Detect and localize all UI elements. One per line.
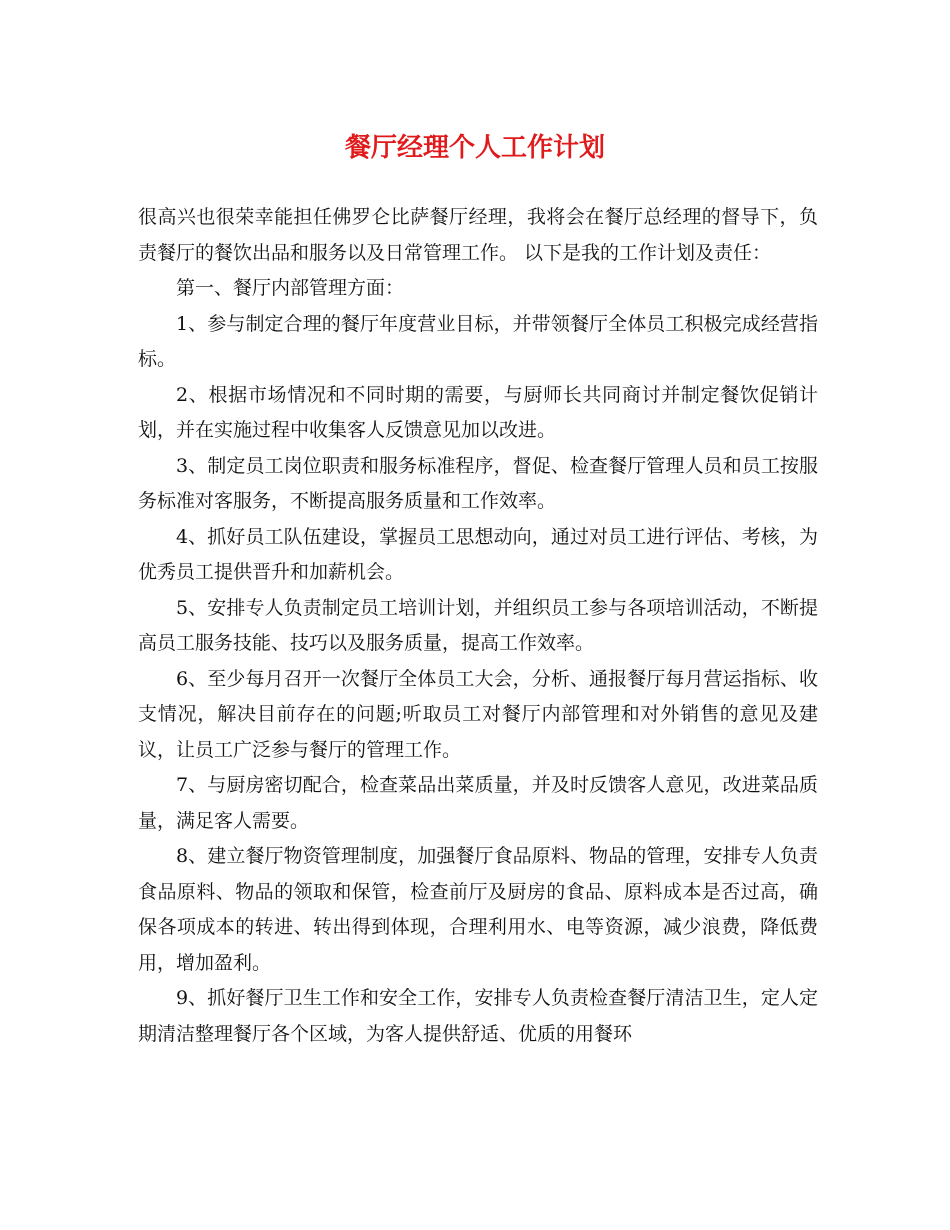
paragraph-section-heading: 第一、餐厅内部管理方面： (176, 277, 405, 299)
paragraph-item-2: 2、根据市场情况和不同时期的需要，与厨师长共同商讨并制定餐饮促销计划，并在实施过程中收集客人反馈意见加以改进。 (138, 383, 818, 441)
paragraph-item-8: 8、建立餐厅物资管理制度，加强餐厅食品原料、物品的管理，安排专人负责食品原料、物品的领取和保管，检查前厅及厨房的食品、原料成本是否过高，确保各项成本的转进、转出得到体现，合理利用水、电等资源，减少浪费，降低费用，增加盈利。 (138, 845, 818, 974)
paragraph-item-6: 6、至少每月召开一次餐厅全体员工大会，分析、通报餐厅每月营运指标、收支情况，解决目前存在的问题;听取员工对餐厅内部管理和对外销售的意见及建议，让员工广泛参与餐厅的管理工作。 (138, 667, 818, 761)
paragraph-item-4: 4、抓好员工队伍建设，掌握员工思想动向，通过对员工进行评估、考核，为优秀员工提供晋升和加薪机会。 (138, 525, 818, 583)
paragraph-item-5: 5、安排专人负责制定员工培训计划，并组织员工参与各项培训活动，不断提高员工服务技能、技巧以及服务质量，提高工作效率。 (138, 596, 818, 654)
paragraph-item-7: 7、与厨房密切配合，检查菜品出菜质量，并及时反馈客人意见，改进菜品质量，满足客人需要。 (138, 774, 818, 832)
paragraph-item-3: 3、制定员工岗位职责和服务标准程序，督促、检查餐厅管理人员和员工按服务标准对客服务，不断提高服务质量和工作效率。 (138, 454, 818, 512)
document-body (138, 200, 818, 1052)
paragraph-item-1: 1、参与制定合理的餐厅年度营业目标，并带领餐厅全体员工积极完成经营指标。 (138, 312, 818, 370)
paragraph-intro: 很高兴也很荣幸能担任佛罗仑比萨餐厅经理，我将会在餐厅总经理的督导下，负责餐厅的餐饮出品和服务以及日常管理工作。 以下是我的工作计划及责任： (138, 206, 818, 264)
paragraph-item-9: 9、抓好餐厅卫生工作和安全工作，安排专人负责检查餐厅清洁卫生，定人定期清洁整理餐厅各个区域，为客人提供舒适、优质的用餐环 (138, 987, 818, 1045)
document-title: 餐厅经理个人工作计划 (344, 133, 605, 163)
